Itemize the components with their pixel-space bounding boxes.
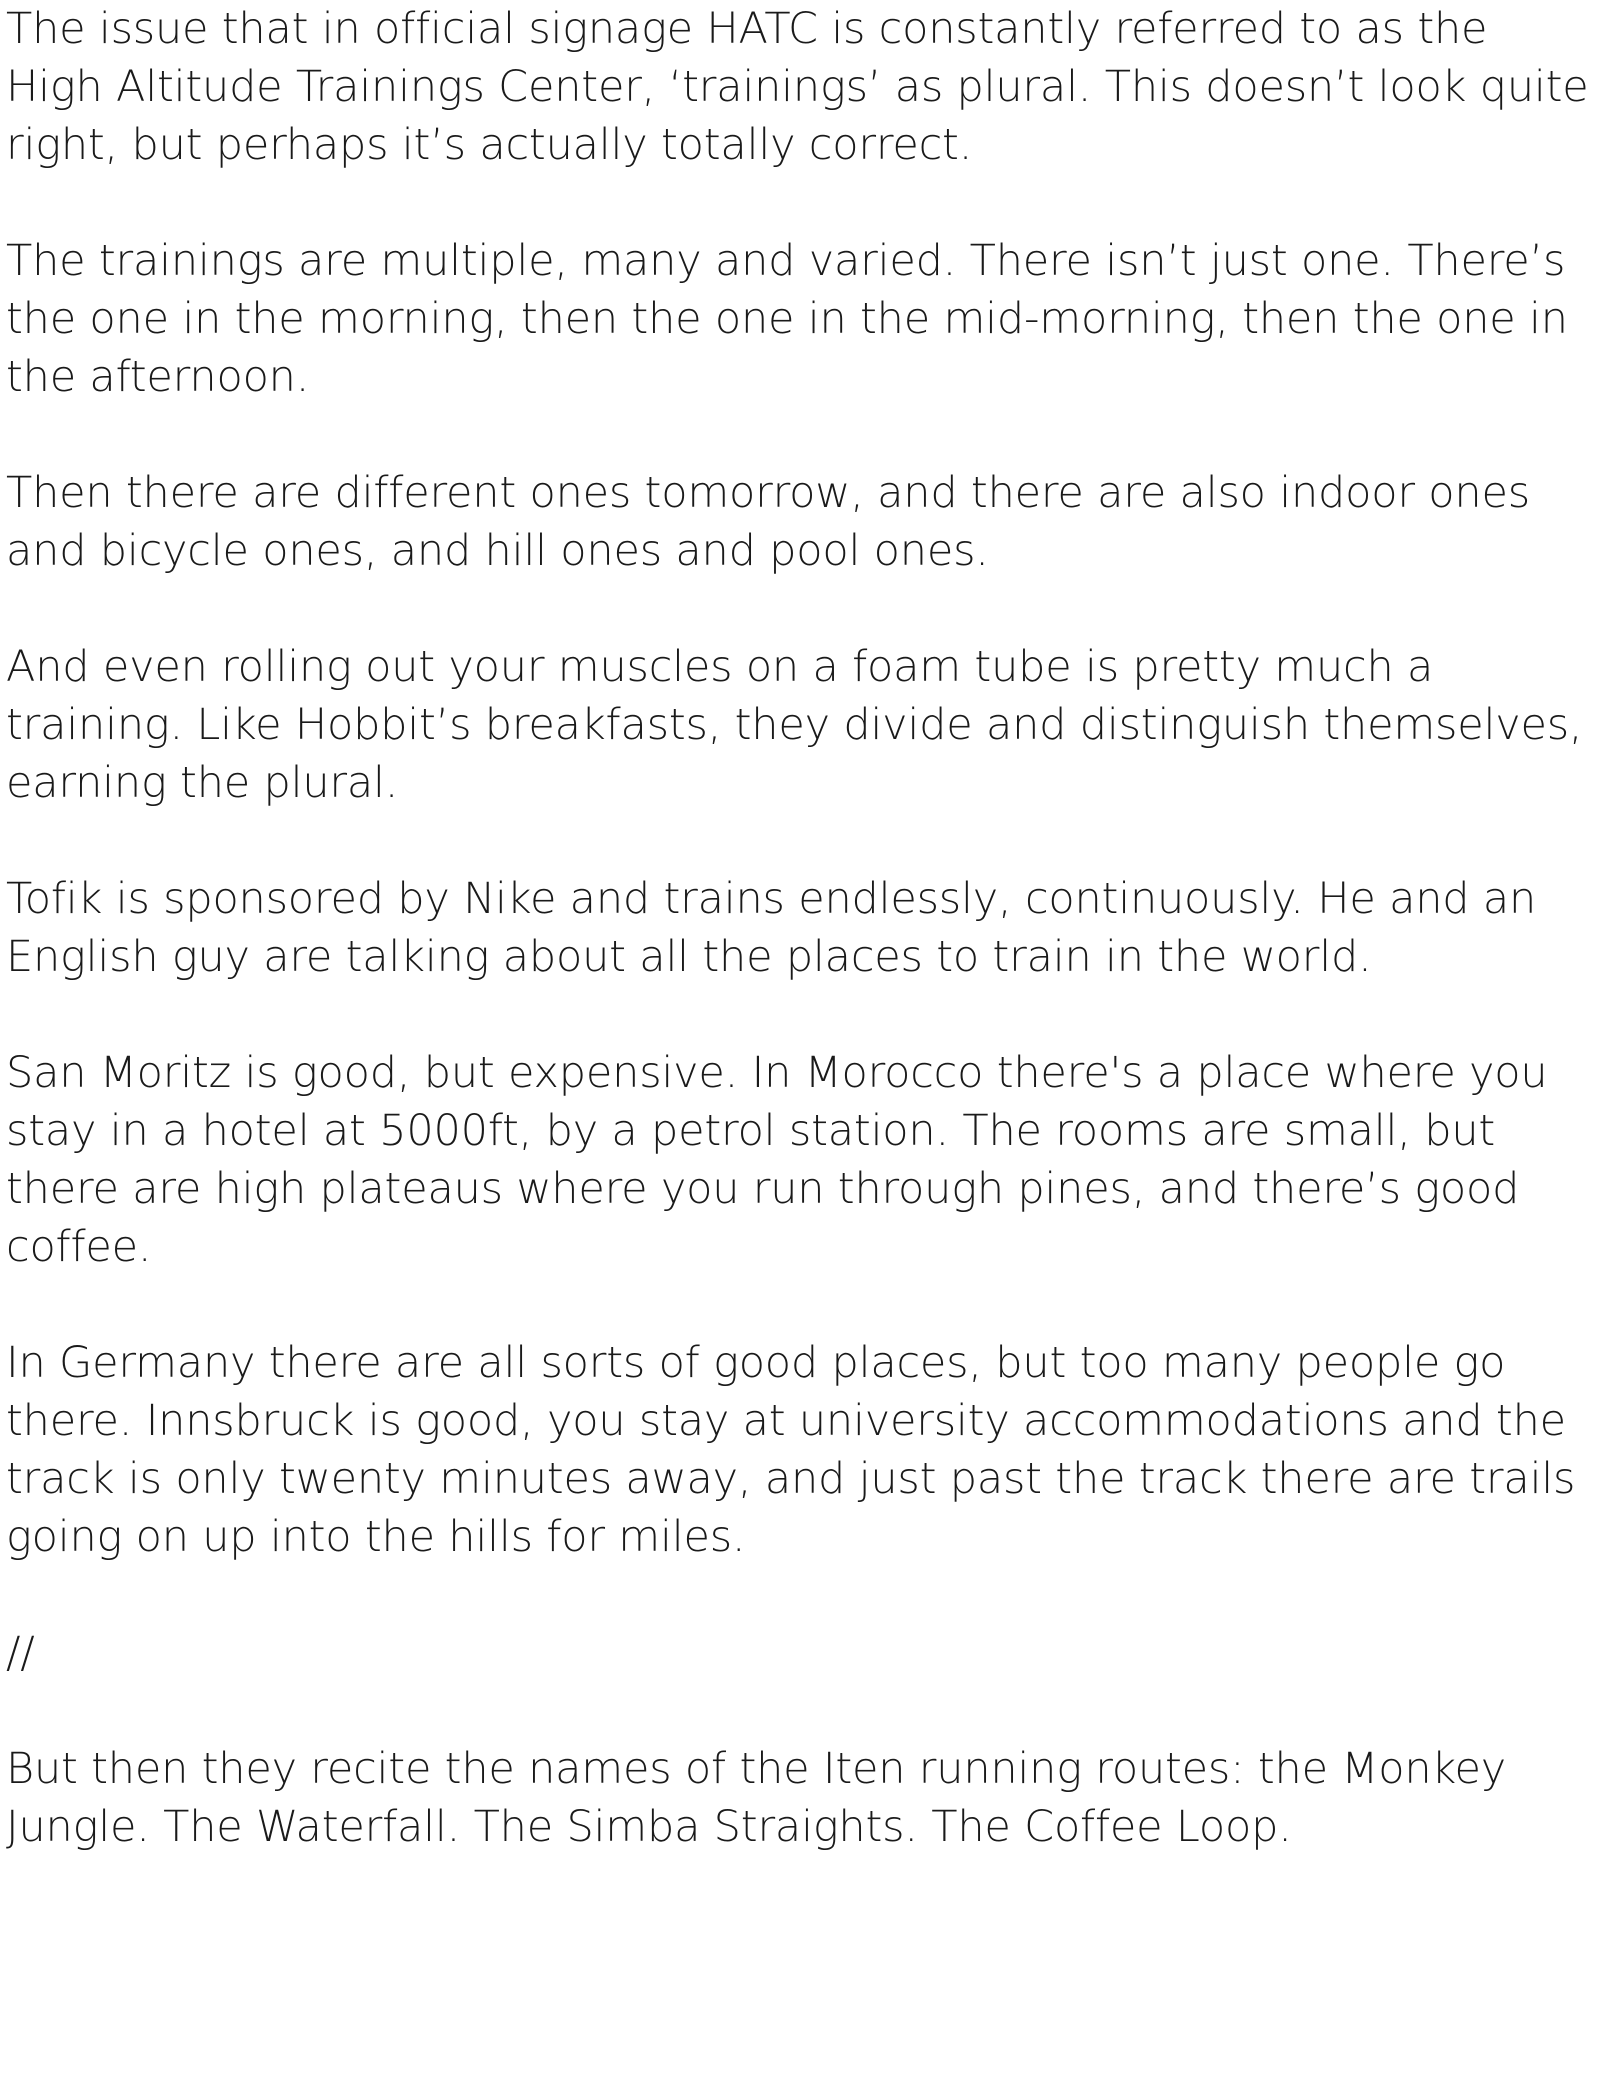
paragraph-trainings-varied: The trainings are multiple, many and varied. There isn’t just one. There’s the one in the morning, then the one in the mid-morning, then the one in the afternoon. <box>6 236 1568 402</box>
paragraph-germany-innsbruck: In Germany there are all sorts of good places, but too many people go there. Innsbruck is good, you stay at university accommodations and the track is only twenty minutes away, and just past the track there are trails going on up into the hills for miles. <box>6 1338 1576 1562</box>
paragraph-tofik: Tofik is sponsored by Nike and trains endlessly, continuously. He and an English guy are talking about all the places to train in the world. <box>6 874 1537 982</box>
section-divider: // <box>6 1628 35 1678</box>
document-body <box>6 0 1596 1856</box>
paragraph-foam-tube: And even rolling out your muscles on a foam tube is pretty much a training. Like Hobbit’s breakfasts, they divide and distinguish themselves, earning the plural. <box>6 642 1583 808</box>
paragraph-hatc-signage: The issue that in official signage HATC is constantly referred to as the High Altitude Trainings Center, ‘trainings’ as plural. This doesn’t look quite right, but perhaps it’s actually totally correct. <box>6 4 1589 170</box>
paragraph-iten-routes: But then they recite the names of the Iten running routes: the Monkey Jungle. The Waterfall. The Simba Straights. The Coffee Loop. <box>6 1744 1507 1852</box>
paragraph-different-ones: Then there are different ones tomorrow, and there are also indoor ones and bicycle ones, and hill ones and pool ones. <box>6 468 1530 576</box>
paragraph-san-moritz-morocco: San Moritz is good, but expensive. In Morocco there's a place where you stay in a hotel at 5000ft, by a petrol station. The rooms are small, but there are high plateaus where you run through pines, and there’s good coffee. <box>6 1048 1548 1272</box>
